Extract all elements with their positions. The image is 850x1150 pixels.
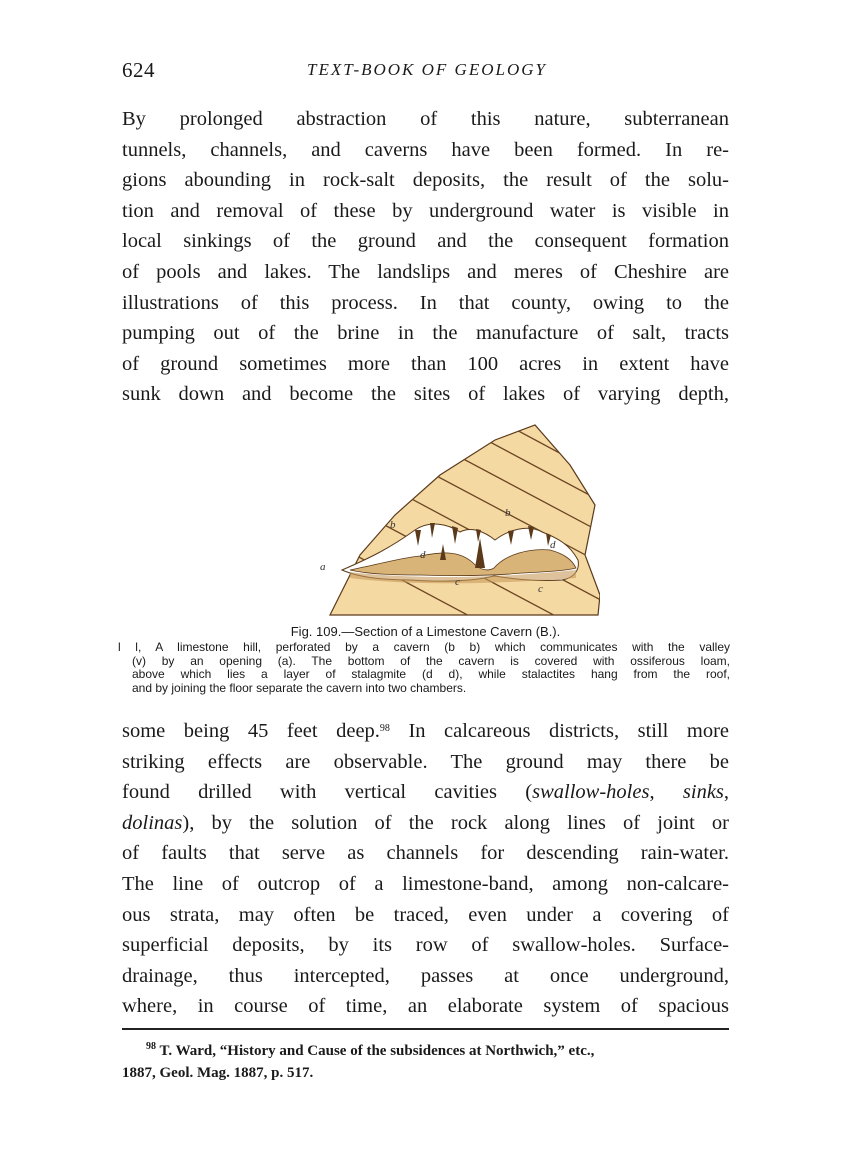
footnote-reference: 98: [379, 723, 390, 734]
term-swallow-holes: swallow-holes: [532, 781, 650, 804]
caption-line: and by joining the floor separate the cavern into two chambers.: [132, 681, 467, 695]
text-line: superficial deposits, by its row of swallow-holes. Surface-: [122, 934, 729, 957]
text-line: of pools and lakes. The landslips and meres of Cheshire are: [122, 260, 729, 283]
text-line: gions abounding in rock-salt deposits, the result of the solu-: [122, 169, 729, 192]
label-c-left: c: [455, 576, 460, 588]
line-rest: In calcareous districts, still more: [389, 720, 729, 742]
footnote-line: 1887, Geol. Mag. 1887, p. 517.: [122, 1065, 314, 1081]
text-line: found drilled with vertical cavities (swallow-holes, sinks,: [122, 781, 729, 804]
footnote-line: [122, 1040, 732, 1062]
label-b-right: b: [505, 507, 511, 519]
caption-line: l l, A limestone hill, perforated by a cavern (b b) which communicates with the valley: [118, 641, 730, 654]
text-line: tunnels, channels, and caverns have been formed. In re-: [122, 138, 729, 161]
text-line: The line of outcrop of a limestone-band, among non-calcare-: [122, 872, 729, 895]
text-line: tion and removal of these by underground water is visible in: [122, 199, 729, 222]
figure-limestone-cavern: [280, 420, 600, 620]
text-line: By prolonged abstraction of this nature, subterranean: [122, 108, 729, 130]
text-line: drainage, thus intercepted, passes at once underground,: [122, 964, 729, 987]
footnote-divider: [122, 1028, 729, 1030]
text-line: of ground sometimes more than 100 acres in extent have: [122, 352, 729, 375]
label-d-right: d: [550, 539, 556, 551]
text-line: of faults that serve as channels for descending rain-water.: [122, 842, 729, 865]
label-a: a: [320, 561, 326, 573]
footnote-text: T. Ward, “History and Cause of the subsidences at Northwich,” etc.,: [159, 1043, 595, 1059]
footnote-marker: 98: [146, 1041, 156, 1052]
text-line: [122, 716, 729, 747]
text-line: local sinkings of the ground and the consequent formation: [122, 230, 729, 253]
paragraph-1: [122, 104, 729, 410]
paragraph-2: [122, 716, 729, 1022]
line-start: some being 45 feet deep.: [122, 720, 380, 742]
term-sinks: sinks: [682, 781, 724, 804]
label-d-left: d: [420, 549, 426, 561]
page-number: 624: [122, 58, 155, 82]
label-b-left: b: [390, 519, 396, 531]
label-c-right: c: [538, 583, 543, 595]
caption-line: (v) by an opening (a). The bottom of the cavern is covered with ossiferous loam,: [132, 654, 730, 668]
running-title: TEXT-BOOK OF GEOLOGY: [307, 60, 547, 79]
term-dolinas: dolinas: [122, 811, 183, 834]
figure-caption-title: Fig. 109.—Section of a Limestone Cavern (B.).: [290, 624, 561, 639]
text-line: ous strata, may often be traced, even under a covering of: [122, 903, 729, 926]
text-line: illustrations of this process. In that county, owing to the: [122, 291, 729, 314]
text-line: pumping out of the brine in the manufacture of salt, tracts: [122, 322, 729, 345]
page-header: [122, 58, 732, 88]
footnote: [122, 1040, 732, 1084]
cavern-section-illustration: [280, 420, 600, 620]
text-line: striking effects are observable. The ground may there be: [122, 750, 729, 773]
caption-line: above which lies a layer of stalagmite (d d), while stalactites hang from the roof,: [132, 668, 730, 682]
text-line: where, in course of time, an elaborate system of spacious: [122, 995, 729, 1018]
text-line: sunk down and become the sites of lakes of varying depth,: [122, 383, 729, 406]
text-line: dolinas), by the solution of the rock along lines of joint or: [122, 811, 729, 834]
figure-caption: [118, 641, 730, 695]
